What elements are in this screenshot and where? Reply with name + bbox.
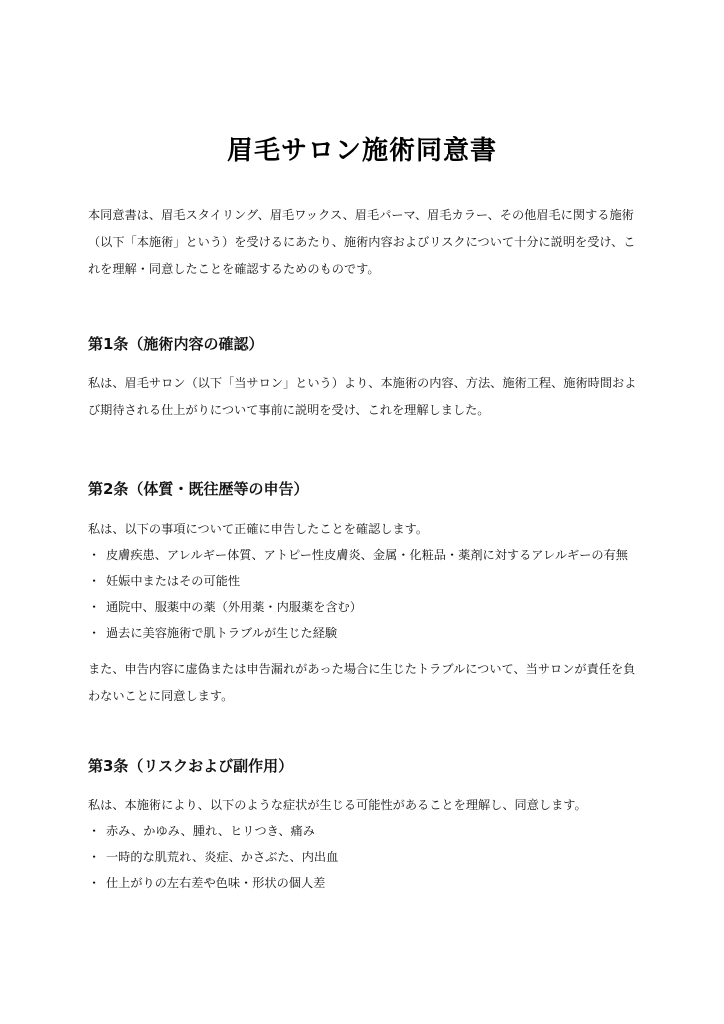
list-item <box>88 620 628 646</box>
list-item-text: 一時的な肌荒れ、炎症、かさぶた、内出血 <box>106 850 339 864</box>
list-item <box>88 818 338 844</box>
bullet-icon: ・ <box>88 850 101 864</box>
intro-line: （以下「本施術」という）を受けるにあたり、施術内容およびリスクについて十分に説明を受け、こ <box>88 235 636 249</box>
list-item <box>88 844 338 870</box>
article-1-heading: 第1条（施術内容の確認） <box>88 335 264 353</box>
list-item <box>88 594 628 620</box>
article-3-lead-text: 私は、本施術により、以下のような症状が生じる可能性があることを理解し、同意します。 <box>88 798 587 812</box>
list-item-text: 皮膚疾患、アレルギー体質、アトピー性皮膚炎、金属・化粧品・薬剤に対するアレルギーの有無 <box>106 548 628 562</box>
list-item-text: 仕上がりの左右差や色味・形状の個人差 <box>106 876 326 890</box>
article-2-closing <box>88 656 648 710</box>
list-item-text: 通院中、服薬中の薬（外用薬・内服薬を含む） <box>106 600 362 614</box>
list-item-text: 赤み、かゆみ、腫れ、ヒリつき、痛み <box>106 824 315 838</box>
document-title: 眉毛サロン施術同意書 <box>226 136 497 167</box>
intro-line: れを理解・同意したことを確認するためのものです。 <box>88 262 380 276</box>
list-item <box>88 870 338 896</box>
article-2-closing-line: わないことに同意します。 <box>88 689 234 703</box>
list-item-text: 妊娠中またはその可能性 <box>106 574 241 588</box>
bullet-icon: ・ <box>88 626 101 640</box>
article-2-closing-line: また、申告内容に虚偽または申告漏れがあった場合に生じたトラブルについて、当サロンが責任を負 <box>88 662 636 676</box>
bullet-icon: ・ <box>88 548 101 562</box>
intro-line: 本同意書は、眉毛スタイリング、眉毛ワックス、眉毛パーマ、眉毛カラー、その他眉毛に関する施術 <box>88 208 634 222</box>
article-1-line: 私は、眉毛サロン（以下「当サロン」という）より、本施術の内容、方法、施術工程、施術時間およ <box>88 376 637 390</box>
bullet-icon: ・ <box>88 876 101 890</box>
bullet-icon: ・ <box>88 600 101 614</box>
bullet-icon: ・ <box>88 574 101 588</box>
bullet-icon: ・ <box>88 824 101 838</box>
article-3-list <box>88 818 338 896</box>
article-2-heading: 第2条（体質・既往歴等の申告） <box>88 480 309 498</box>
article-2-list <box>88 542 628 646</box>
list-item <box>88 542 628 568</box>
list-item-text: 過去に美容施術で肌トラブルが生じた経験 <box>106 626 338 640</box>
article-2-lead <box>88 516 648 543</box>
list-item <box>88 568 628 594</box>
article-3-heading: 第3条（リスクおよび副作用） <box>88 757 294 775</box>
intro-paragraph <box>88 202 648 283</box>
article-1-line: び期待される仕上がりについて事前に説明を受け、これを理解しました。 <box>88 403 490 417</box>
article-2-lead-text: 私は、以下の事項について正確に申告したことを確認します。 <box>88 522 429 536</box>
article-3-lead <box>88 792 648 819</box>
article-1-body <box>88 370 648 424</box>
